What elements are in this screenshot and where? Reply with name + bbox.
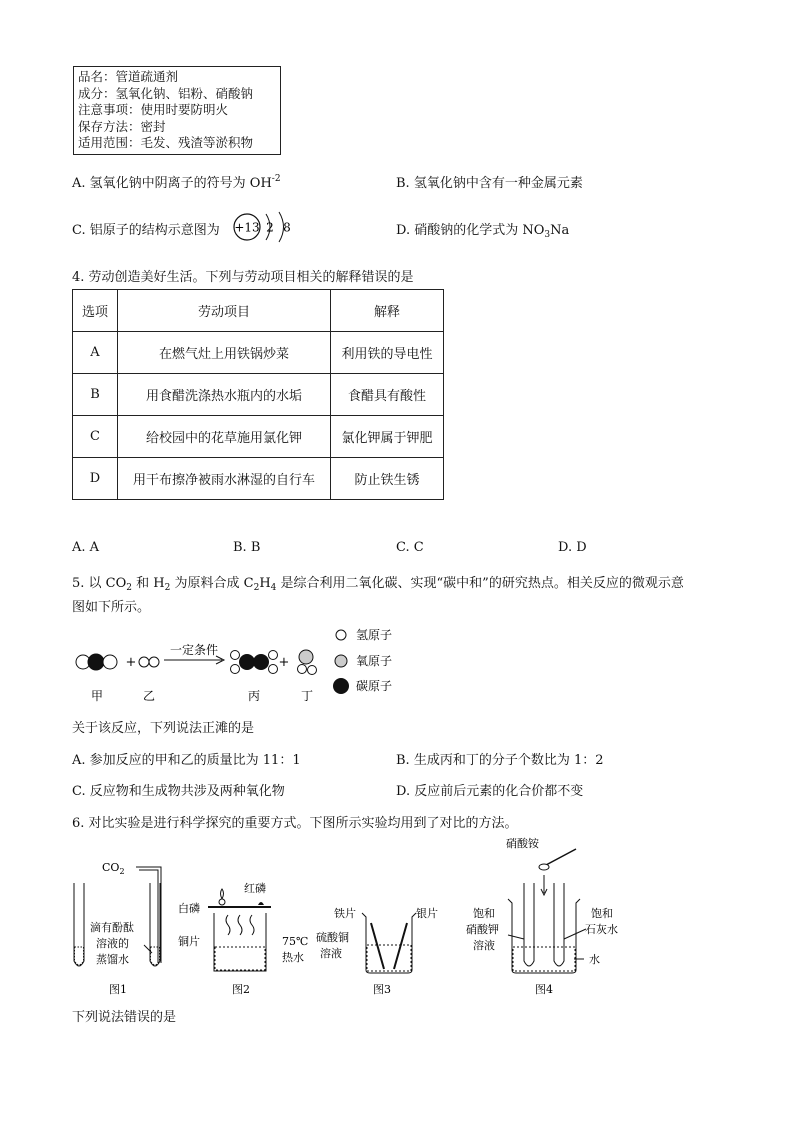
hydrogen-atom [269,651,278,660]
beaker [508,899,580,973]
q5-stem-part: 和 H [132,576,165,591]
q3-option-d-text: D. 硝酸钠的化学式为 NO [396,223,545,238]
pointer-line [564,929,586,939]
table-cell: 在燃气灶上用铁锅炒菜 [118,332,331,374]
label-line: 品名：管道疏通剂 [78,69,179,84]
label-line: 成分：氢氧化钠、铝粉、硝酸钠 [78,85,254,101]
shell-1-count: 2 [266,220,274,235]
q3-option-c-text: C. 铝原子的结构示意图为 [72,223,220,238]
figure-4 [466,836,618,996]
q5-stem-line1 [72,572,684,593]
table-cell: D [73,458,118,500]
table-header: 选项 [73,290,118,332]
hydrogen-atom [149,657,159,667]
hydrogen-atom [231,651,240,660]
q5-stem-line2: 图如下所示。 [72,600,151,615]
spoon-icon [539,864,549,870]
table-cell: A [73,332,118,374]
table-row [73,374,444,416]
silver-strip [394,923,407,969]
q6-question: 下列说法错误的是 [72,1010,177,1025]
q5-question: 关于该反应，下列说法正滩的是 [72,721,255,736]
table-row [73,416,444,458]
steam-icon [226,915,230,935]
fig1-label: 蒸馏水 [96,953,129,966]
molecule-name: 乙 [142,689,156,703]
q3-option-b[interactable]: B. 氢氧化钠中含有一种金属元素 [396,176,583,191]
q3-option-d-sub: 3 [544,230,551,240]
aluminum-atom-diagram [230,206,300,248]
legend-label: 氢原子 [356,628,393,642]
fig2-label: 白磷 [178,902,200,915]
test-tube-left [524,883,534,966]
beaker [362,913,416,973]
fig3-label: 银片 [416,907,438,920]
flame-icon [221,889,224,899]
q5-option-b[interactable]: B. 生成丙和丁的分子个数比为 1：2 [396,753,604,768]
fig3-label: 溶液 [320,947,342,960]
q3-option-a-text: A. 氢氧化钠中阴离子的符号为 OH [72,176,272,191]
table-header: 劳动项目 [118,290,331,332]
fig4-label: 饱和 [591,907,613,920]
label-line: 适用范围：毛发、残渣等淤积物 [78,135,254,151]
q5-stem-part: 5. 以 CO [72,576,127,591]
gas-tube [136,867,161,963]
hydrogen-atom [231,665,240,674]
liquid-left [75,947,84,965]
table-cell: 利用铁的导电性 [331,332,444,374]
white-phosphorus [219,899,225,905]
q5-option-c[interactable]: C. 反应物和生成物共涉及两种氧化物 [72,784,285,799]
experiment-figures [66,835,666,1000]
fig2-label: 铜片 [178,935,200,948]
q5-option-d[interactable]: D. 反应前后元素的化合价都不变 [396,784,584,799]
pointer-line [508,935,524,939]
q5-stem-part: 是综合利用二氧化碳、实现“碳中和”的研究热点。相关反应的微观示意 [276,576,684,591]
test-tube-right [554,883,564,966]
carbon-atom [239,654,255,670]
test-tube-left [74,883,84,966]
fig2-label: 红磷 [244,882,266,895]
molecule-name: 丙 [247,689,261,703]
q5-stem-part: H [259,576,271,591]
table-cell: 氯化钾属于钾肥 [331,416,444,458]
table-cell: 用食醋洗涤热水瓶内的水垢 [118,374,331,416]
gas-label: $CO_2$ [102,861,125,876]
q4-stem: 4. 劳动创造美好生活。下列与劳动项目相关的解释错误的是 [72,270,414,285]
q5-stem-sub: 2 [164,583,171,593]
q5-stem-sub: 4 [270,583,277,593]
molecule-name: 丁 [300,689,314,703]
hydrogen-atom [298,665,307,674]
label-line: 保存方法：密封 [78,118,166,134]
hydrogen-atom [308,666,317,675]
q4-table [72,289,444,500]
q3-option-a[interactable] [72,172,281,191]
figure-caption: 图1 [109,983,127,996]
carbon-atom [88,654,104,670]
fig4-label: 硝酸铵 [506,837,539,850]
oxygen-atom [299,650,313,664]
oxygen-atom [103,655,117,669]
table-cell: 用干布擦净被雨水淋湿的自行车 [118,458,331,500]
legend-label: 氧原子 [356,654,393,668]
beaker [214,913,266,971]
reaction-condition: 一定条件 [169,643,219,657]
product-label-box [73,66,281,155]
table-header-row [73,290,444,332]
q5-stem-part: 为原料合成 C [170,576,254,591]
q5-stem-sub: 2 [126,583,133,593]
fig3-label: 硫酸铜 [316,931,349,944]
q4-option-c[interactable]: C. C [396,540,424,555]
fig4-label: 饱和 [473,907,495,920]
iron-strip [371,923,384,969]
q4-option-a[interactable]: A. A [72,540,100,555]
figure-3 [316,906,438,996]
q3-option-d-tail: Na [550,223,570,238]
q3-option-c[interactable] [72,219,220,238]
table-cell: 食醋具有酸性 [331,374,444,416]
table-cell: 给校园中的花草施用氯化钾 [118,416,331,458]
beaker-water [513,947,575,971]
legend-label: 碳原子 [356,679,393,693]
fig1-label: 滴有酚酞 [90,921,134,934]
figure-1 [74,861,161,996]
fig2-label: 75℃ [282,935,309,948]
spoon-handle [546,849,576,865]
q3-option-a-sup: -2 [271,174,281,184]
shell-2-count: 8 [283,220,291,235]
q3-option-d[interactable] [396,219,569,240]
steam-icon [250,915,254,935]
figure-caption: 图3 [373,983,391,996]
fig4-label: 溶液 [473,939,495,952]
table-row [73,332,444,374]
legend-oxygen-icon [335,655,347,667]
q5-stem-sub: 2 [253,583,260,593]
fig4-label: 水 [589,953,600,966]
molecule-name: 甲 [90,689,104,703]
table-cell: B [73,374,118,416]
q5-option-a[interactable]: A. 参加反应的甲和乙的质量比为 11：1 [72,753,301,768]
hydrogen-atom [139,657,149,667]
label-line: 注意事项：使用时要防明火 [78,102,229,118]
plus-sign: + [278,655,290,670]
legend-carbon-icon [333,678,349,694]
table-cell: 防止铁生锈 [331,458,444,500]
carbon-atom [253,654,269,670]
fig1-label: 溶液的 [96,937,129,950]
fig4-label: 硝酸钾 [466,923,499,936]
steam-icon [238,915,242,935]
plus-sign: + [125,655,137,670]
q6-stem: 6. 对比实验是进行科学探究的重要方式。下图所示实验均用到了对比的方法。 [72,816,518,831]
fig3-label: 铁片 [334,907,356,920]
red-phosphorus [258,902,264,905]
reaction-micro-diagram [70,625,430,705]
hot-water [215,947,265,970]
copper-sulfate-solution [367,945,411,971]
figure-caption: 图2 [232,983,250,996]
pointer-line [144,945,152,953]
table-row [73,458,444,500]
figure-caption: 图4 [535,983,553,996]
hydrogen-atom [269,665,278,674]
figure-2 [178,881,308,996]
nucleus-charge: +13 [234,220,260,235]
q4-option-d[interactable]: D. D [558,540,587,555]
fig4-label: 石灰水 [585,923,618,936]
legend-hydrogen-icon [336,630,346,640]
table-cell: C [73,416,118,458]
fig2-label: 热水 [282,951,304,964]
q4-option-b[interactable]: B. B [233,540,261,555]
table-header: 解释 [331,290,444,332]
